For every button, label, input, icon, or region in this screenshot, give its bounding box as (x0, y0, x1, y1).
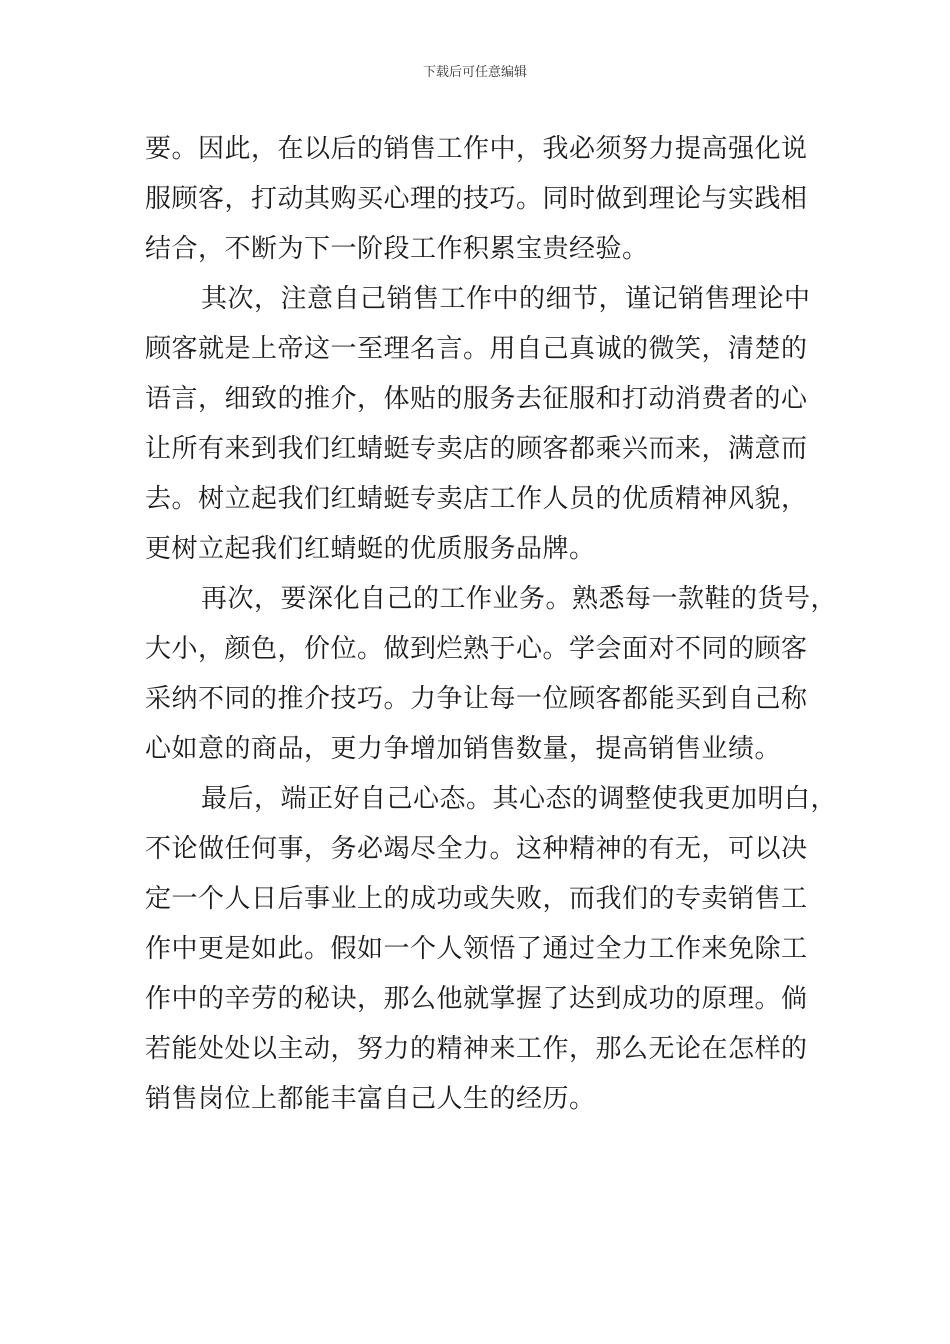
text-line: 更树立起我们红蜻蜓的优质服务品牌。 (145, 534, 596, 564)
text-line: 去。树立起我们红蜻蜓专卖店工作人员的优质精神风貌， (145, 484, 808, 514)
paragraph (145, 774, 838, 1124)
text-line: 销售岗位上都能丰富自己人生的经历。 (145, 1084, 596, 1114)
text-line: 语言，细致的推介，体贴的服务去征服和打动消费者的心 (145, 384, 808, 414)
text-line: 服顾客，打动其购买心理的技巧。同时做到理论与实践相 (145, 184, 808, 214)
text-line: 结合，不断为下一阶段工作积累宝贵经验。 (145, 234, 649, 264)
text-line: 让所有来到我们红蜻蜓专卖店的顾客都乘兴而来，满意而 (145, 434, 808, 464)
text-line: 最后，端正好自己心态。其心态的调整使我更加明白， (201, 784, 838, 814)
text-line: 其次，注意自己销售工作中的细节，谨记销售理论中 (201, 284, 811, 314)
text-line: 再次，要深化自己的工作业务。熟悉每一款鞋的货号， (201, 584, 838, 614)
text-line: 心如意的商品，更力争增加销售数量，提高销售业绩。 (145, 734, 782, 764)
text-line: 作中的辛劳的秘诀，那么他就掌握了达到成功的原理。倘 (145, 984, 808, 1014)
document-body (145, 124, 838, 1124)
text-line: 采纳不同的推介技巧。力争让每一位顾客都能买到自己称 (145, 684, 808, 714)
paragraph (145, 574, 838, 774)
paragraph (145, 274, 825, 574)
text-line: 定一个人日后事业上的成功或失败，而我们的专卖销售工 (145, 884, 808, 914)
paragraph (145, 124, 825, 274)
text-line: 若能处处以主动，努力的精神来工作，那么无论在怎样的 (145, 1034, 808, 1064)
text-line: 要。因此，在以后的销售工作中，我必须努力提高强化说 (145, 134, 808, 164)
text-line: 作中更是如此。假如一个人领悟了通过全力工作来免除工 (145, 934, 808, 964)
text-line: 顾客就是上帝这一至理名言。用自己真诚的微笑，清楚的 (145, 334, 808, 364)
text-line: 不论做任何事，务必竭尽全力。这种精神的有无，可以决 (145, 834, 808, 864)
text-line: 大小，颜色，价位。做到烂熟于心。学会面对不同的顾客 (145, 634, 808, 664)
page-header-note: 下载后可任意编辑 (422, 65, 527, 80)
